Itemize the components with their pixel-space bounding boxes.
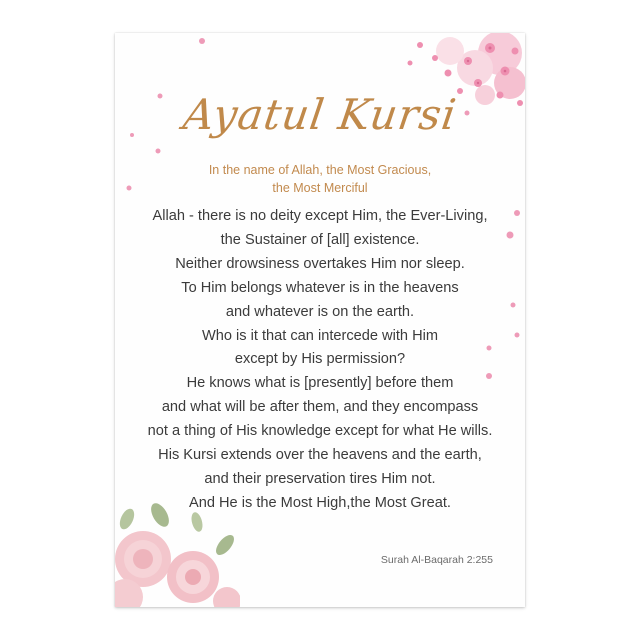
ayatul-kursi-card (115, 33, 525, 607)
verse-line: not a thing of His knowledge except for what He wills. (147, 423, 493, 440)
verse-line: and whatever is on the earth. (225, 303, 415, 320)
card-title: Ayatul Kursi (180, 90, 460, 139)
verse-line: He knows what is [presently] before them (186, 375, 454, 392)
subtitle-line: the Most Merciful (272, 181, 368, 195)
verse-line: To Him belongs whatever is in the heavens (181, 279, 459, 296)
verse-line: Neither drowsiness overtakes Him nor sleep. (175, 255, 465, 272)
verse-line: except by His permission? (234, 351, 406, 368)
card-subtitle (115, 161, 525, 197)
verse-line: His Kursi extends over the heavens and the earth, (158, 447, 482, 464)
subtitle-line: In the name of Allah, the Most Gracious, (208, 163, 432, 177)
verse-line: And He is the Most High,the Most Great. (189, 494, 451, 511)
verse-line: Who is it that can intercede with Him (201, 327, 439, 344)
verse-line: the Sustainer of [all] existence. (220, 231, 420, 248)
verse-line: Allah - there is no deity except Him, the Ever-Living, (152, 208, 488, 224)
verse-text (115, 205, 525, 516)
verse-reference: Surah Al-Baqarah 2:255 (380, 554, 493, 566)
verse-line: and what will be after them, and they encompass (161, 399, 479, 416)
verse-line: and their preservation tires Him not. (204, 470, 436, 487)
